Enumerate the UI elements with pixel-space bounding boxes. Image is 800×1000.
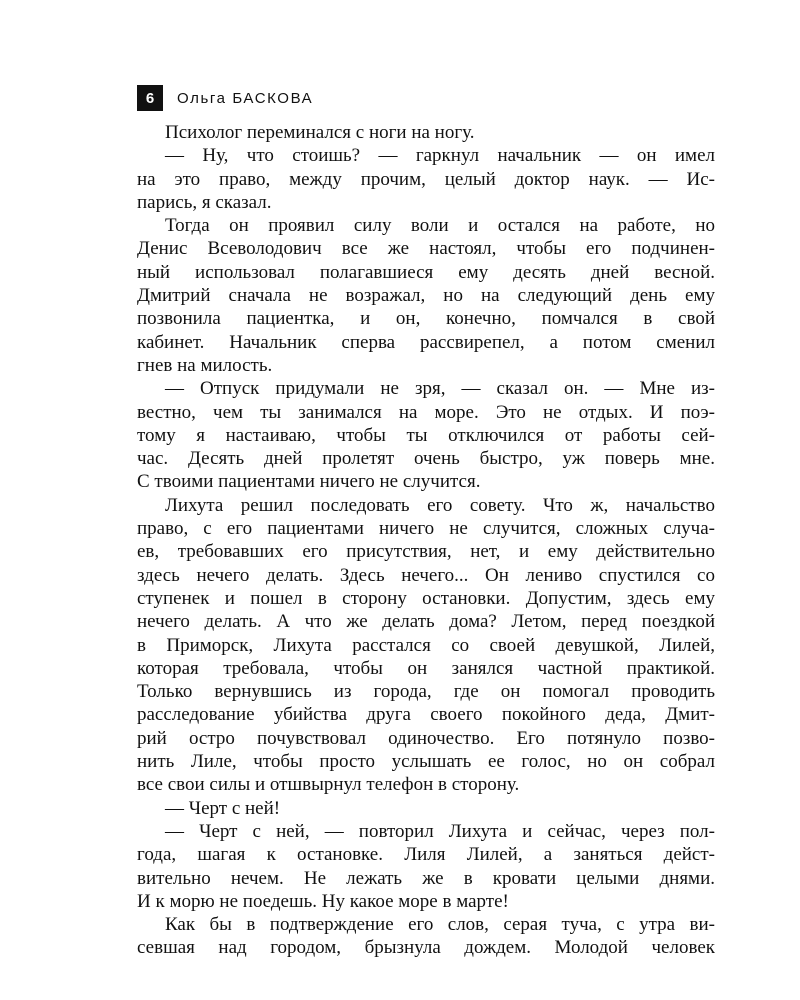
text-line: Как бы в подтверждение его слов, серая туча, с утра ви- [165, 914, 715, 936]
text-line: севшая над городом, брызнула дождем. Молодой человек [137, 937, 715, 959]
text-line: Психолог переминался с ноги на ногу. [165, 122, 475, 143]
text-line: позвонила пациентка, и он, конечно, помчался в свой [137, 308, 715, 330]
text-line: которая требовала, чтобы он занялся частной практикой. [137, 657, 715, 679]
text-line: — Черт с ней, — повторил Лихута и сейчас, через пол- [165, 820, 715, 842]
text-line: года, шагая к остановке. Лиля Лилей, а заняться дейст- [137, 844, 715, 866]
text-line: Дмитрий сначала не возражал, но на следующий день ему [137, 285, 715, 307]
text-line: ный использовал полагавшиеся ему десять дней весной. [137, 261, 715, 283]
text-line: ев, требовавших его присутствия, нет, и ему действительно [137, 541, 715, 563]
text-line: вестно, чем ты занимался на море. Это не отдых. И поэ- [137, 401, 715, 423]
running-head [137, 85, 313, 111]
text-line: Тогда он проявил силу воли и остался на работе, но [165, 215, 715, 237]
text-line: здесь нечего делать. Здесь нечего... Он лениво спустился со [137, 564, 715, 586]
text-line: тому я настаиваю, чтобы ты отключился от работы сей- [137, 424, 715, 446]
text-line: час. Десять дней пролетят очень быстро, уж поверь мне. [137, 448, 715, 470]
text-line: ступенек и пошел в сторону остановки. Допустим, здесь ему [137, 587, 715, 609]
text-line: Денис Всеволодович все же настоял, чтобы его подчинен- [137, 238, 715, 260]
text-line: гнев на милость. [137, 354, 273, 376]
text-line: право, с его пациентами ничего не случится, сложных случа- [137, 518, 715, 540]
text-line: все свои силы и отшвырнул телефон в сторону. [137, 774, 520, 796]
text-line: кабинет. Начальник сперва рассвирепел, а потом сменил [137, 331, 715, 353]
text-line: расследование убийства друга своего покойного деда, Дмит- [137, 704, 715, 726]
text-line: — Черт с ней! [165, 797, 281, 819]
text-line: И к морю не поедешь. Ну какое море в марте! [137, 890, 509, 912]
text-line: на это право, между прочим, целый доктор наук. — Ис- [137, 168, 715, 190]
text-line: в Приморск, Лихута расстался со своей девушкой, Лилей, [137, 634, 715, 656]
text-line: нить Лиле, чтобы просто услышать ее голос, но он собрал [137, 751, 715, 773]
text-line: С твоими пациентами ничего не случится. [137, 471, 481, 493]
text-line: нечего делать. А что же делать дома? Летом, перед поездкой [137, 611, 715, 633]
text-line: Только вернувшись из города, где он помогал проводить [137, 681, 715, 703]
text-line: Лихута решил последовать его совету. Что ж, начальство [165, 494, 715, 516]
text-line: — Отпуск придумали не зря, — сказал он. — Мне из- [165, 378, 715, 400]
text-body [137, 121, 715, 960]
text-line: парись, я сказал. [137, 191, 272, 213]
text-line: рий остро почувствовал одиночество. Его потянуло позво- [137, 727, 715, 749]
text-line: вительно нечем. Не лежать же в кровати целыми днями. [137, 867, 715, 889]
text-line: — Ну, что стоишь? — гаркнул начальник — он имел [165, 145, 715, 167]
page-number: 6 [137, 85, 163, 111]
running-title: Ольга БАСКОВА [177, 89, 314, 107]
